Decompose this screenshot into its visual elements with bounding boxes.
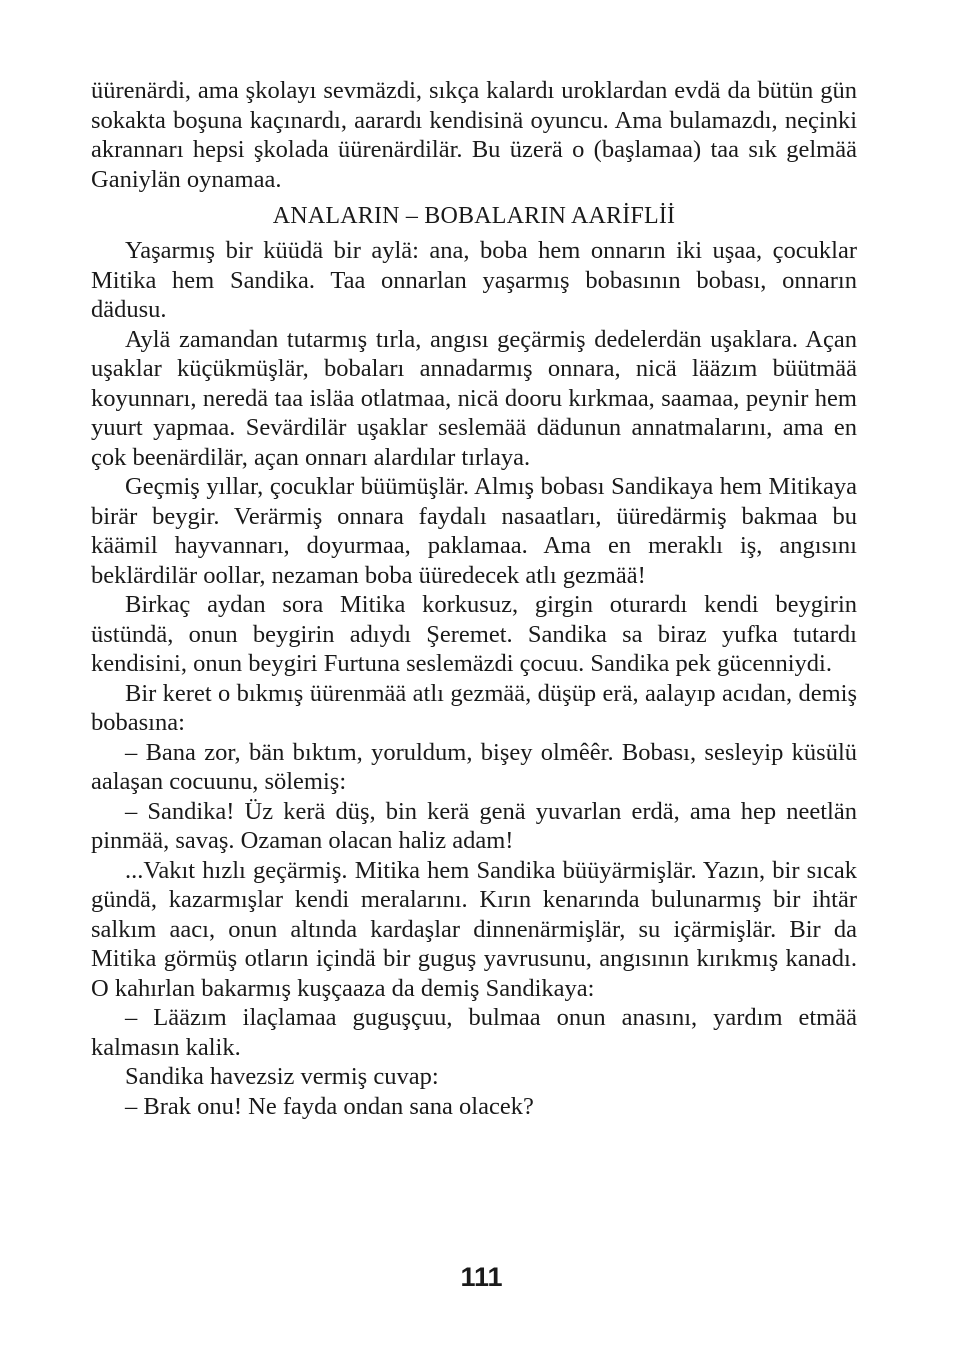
dialogue-paragraph: – Sandika! Üz kerä düş, bin kerä genä yuvarlan erdä, ama hep neetlän pinmää, savaş. Ozaman olacan haliz adam! (91, 797, 857, 854)
paragraph: Aylä zamandan tutarmış tırla, angısı geçärmiş dedelerdän uşaklara. Açan uşaklar küçükmüşlär, bobaları annadarmış onnara, nicä lääzım büütmää koyunnarı, neredä taa isläa otlatmaa, nicä dooru kırkmaa, saamaa, peynir hem yuurt yapmaa. Sevärdilär uşaklar seslemää dädunun annatmalarını, ama en çok beenärdilär, açan onnarı alardılar tırlaya. (91, 325, 857, 471)
paragraph: Bir keret o bıkmış üürenmää atlı gezmää, düşüp erä, aalayıp acıdan, demiş bobasına: (91, 679, 857, 736)
page-number: 111 (460, 1262, 503, 1292)
paragraph: Sandika havezsiz vermiş cuvap: (125, 1063, 439, 1090)
paragraph: Yaşarmış bir küüdä bir aylä: ana, boba hem onnarın iki uşaa, çocuklar Mitika hem Sandika. Taa onnarlan yaşarmış bobasının bobası, onnarın dädusu. (91, 237, 857, 323)
intro-paragraph: üürenärdi, ama şkolayı sevmäzdi, sıkça kalardı uroklardan evdä da bütün gün sokakta boşuna kaçınardı, aarardı kendisinä oyuncu. Ama bulamazdı, neçinki akrannarı hepsi şkolada üürenärdilär. Bu üzerä o (başlamaa) taa sık gelmää Ganiylän oynamaa. (91, 77, 857, 193)
dialogue-paragraph: – Lääzım ilaçlamaa guguşçuu, bulmaa onun anasını, yardım etmää kalmasın kalik. (91, 1004, 857, 1061)
paragraph: Geçmiş yıllar, çocuklar büümüşlär. Almış bobası Sandikaya hem Mitikaya birär beygir. Verärmiş onnara faydalı nasaatları, üüredärmiş bakmaa bu käämil hayvannarı, doyurmaa, paklamaa. Ama en meraklı iş, angısını beklärdilär oollar, nezaman boba üüredecek atlı gezmää! (91, 473, 857, 589)
paragraph: ...Vakıt hızlı geçärmiş. Mitika hem Sandika büüyärmişlär. Yazın, bir sıcak gündä, kazarmışlar kendi meralarını. Kırın kenarında bulunarmış bir ihtär salkım aacı, onun altında kardaşlar dinnenärmişlär, su içärmişlär. Bir da Mitika görmüş otların içindä bir guguş yavrusunu, angısının kırıkmış kanadı. O kahırlan bakarmış kuşçaaza da demiş Sandikaya: (91, 856, 857, 1002)
paragraph: Birkaç aydan sora Mitika korkusuz, girgin oturardı kendi beygirin üstündä, onun beygirin adıydı Şeremet. Sandika sa biraz yufka tutardı kendisini, onun beygiri Furtuna seslemäzdi çocuu. Sandika pek gücenniydi. (91, 591, 857, 677)
dialogue-paragraph: – Brak onu! Ne fayda ondan sana olacek? (125, 1092, 534, 1120)
dialogue-paragraph: – Bana zor, bän bıktım, yoruldum, bişey olmêêr. Bobası, sesleyip küsülü aalaşan cocuunu, sölemiş: (91, 738, 857, 795)
section-title: ANALARIN – BOBALARIN AARİFLİİ (272, 203, 676, 229)
book-page (91, 76, 857, 1121)
